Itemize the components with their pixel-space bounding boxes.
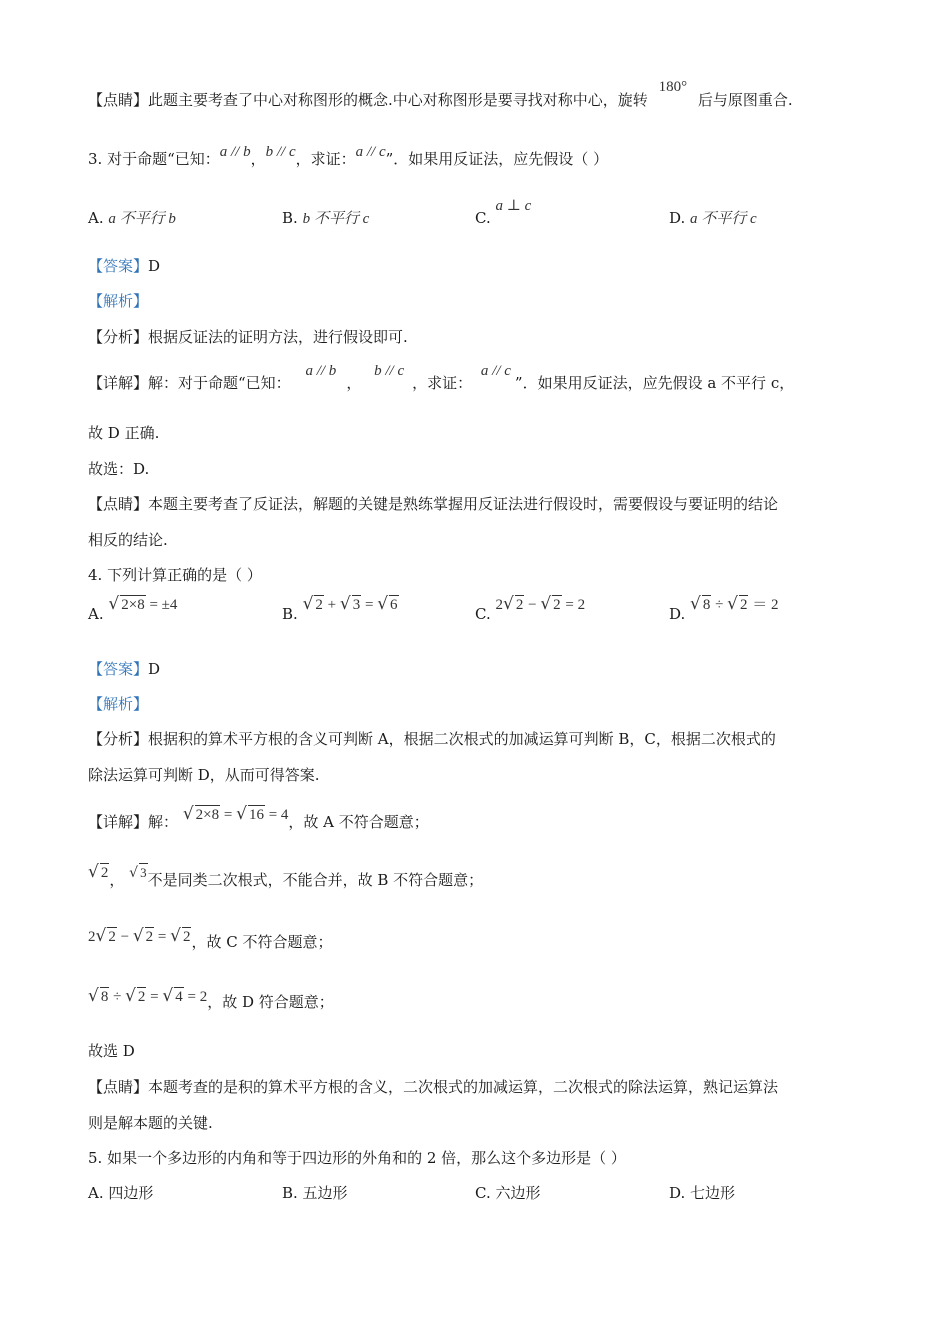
q4-option-b-math: √ 2 + √ 3 = √ 6 xyxy=(302,594,398,614)
q3-stem-a: 3. 对于命题“已知： xyxy=(88,150,220,168)
q4-option-d xyxy=(669,594,779,625)
q4-xj3-minus: − xyxy=(116,929,133,945)
q3-xj-line2: 故 D 正确. xyxy=(88,424,160,442)
q5-option-c: C. 六边形 xyxy=(475,1184,541,1202)
q4-xj2-sep: ， xyxy=(109,871,125,889)
q4-xj-intro: 解： xyxy=(148,813,179,831)
q3-dianjing-tag: 【点睛】 xyxy=(88,495,149,513)
q4-xj3-math: 2√ 2 − √ 2 = √ 2 xyxy=(88,926,191,946)
q3-option-c-label: C. xyxy=(475,209,491,227)
q3-answer-value: D xyxy=(148,257,161,275)
q3-fenxi-tag: 【分析】 xyxy=(88,328,149,346)
q4-xj4-math: √ 8 ÷ √ 2 = √ 4 = 2 xyxy=(88,986,208,1006)
q4-stem: 4. 下列计算正确的是（ ） xyxy=(88,566,262,584)
q4-option-b xyxy=(282,594,399,625)
q4-xj4-radicand-3: 4 xyxy=(175,989,183,1005)
q4-xj1-eq1: = xyxy=(220,807,237,823)
q3-option-a-text: a 不平行 b xyxy=(108,211,176,227)
q4-option-a xyxy=(88,594,178,625)
q4-xj4-radicand-2: 2 xyxy=(137,989,146,1005)
q4-xj1-eq2: = 4 xyxy=(264,807,289,823)
q4-xj4-eq: = xyxy=(146,989,163,1005)
q3-math-a-parallel-c: a // c xyxy=(355,144,386,160)
q4-xj1-radicand-2: 16 xyxy=(248,807,264,823)
q5-option-a: A. 四边形 xyxy=(88,1184,154,1202)
q3-option-d-text: a 不平行 c xyxy=(690,211,757,227)
q5-stem: 5. 如果一个多边形的内角和等于四边形的外角和的 2 倍，那么这个多边形是（ ） xyxy=(88,1149,626,1167)
q4-xj-line2 xyxy=(88,862,484,891)
q4-xj2-math-2: √ 3 xyxy=(129,865,147,881)
q4-xj1-tail: ，故 A 不符合题意； xyxy=(288,813,429,831)
q4-xj3-radicand-3: 2 xyxy=(182,929,191,945)
q4-c-radicand-2: 2 xyxy=(553,597,561,613)
q4-b-eq: = xyxy=(361,597,378,613)
q3-xj-math-1: a // b xyxy=(305,363,337,379)
q3-answer xyxy=(88,256,160,276)
dianjing-text-b: 后与原图重合. xyxy=(697,91,793,109)
dianjing-top-line xyxy=(88,79,793,111)
q4-b-radicand-2: 3 xyxy=(352,597,361,613)
q4-xj2-math-1: √ 2 xyxy=(88,862,109,882)
q4-option-d-label: D. xyxy=(669,605,686,623)
q4-dianjing-text-1: 本题考查的是积的算术平方根的含义，二次根式的加减运算，二次根式的除法运算，熟记运算法 xyxy=(148,1078,779,1096)
q3-option-a-label: A. xyxy=(88,209,104,227)
q3-xj-b: ，求证： xyxy=(412,374,473,392)
q4-option-a-math: √ 2×8 = ±4 xyxy=(108,594,178,614)
q4-xj1-math: √ 2×8 = √ 16 = 4 xyxy=(182,804,289,824)
q3-dianjing-text-1: 本题主要考查了反证法，解题的关键是熟练掌握用反证法进行假设时，需要假设与要证明的结论 xyxy=(148,495,779,513)
dianjing-text-a: 此题主要考查了中心对称图形的概念.中心对称图形是要寻找对称中心，旋转 xyxy=(148,91,648,109)
q4-c-radicand-1: 2 xyxy=(515,597,524,613)
q4-xj-line1 xyxy=(88,804,429,833)
q3-option-d xyxy=(669,208,757,229)
q4-b-radicand-3: 6 xyxy=(390,597,398,613)
q3-option-b xyxy=(282,208,369,229)
q4-xj3-eq: = xyxy=(154,929,171,945)
q4-xj4-rest: = 2 xyxy=(183,989,208,1005)
q4-analysis-tag: 【解析】 xyxy=(88,695,149,713)
q4-d-rest: ＝ 2 xyxy=(748,597,779,613)
q4-xj1-radicand-1: 2×8 xyxy=(195,807,220,823)
q3-option-d-label: D. xyxy=(669,209,686,227)
q3-analysis-tag: 【解析】 xyxy=(88,292,149,310)
q4-xj3-radicand-2: 2 xyxy=(145,929,154,945)
q4-choose: 故选 D xyxy=(88,1042,135,1060)
q5-option-b: B. 五边形 xyxy=(282,1184,348,1202)
q4-xj3-coef: 2 xyxy=(88,929,96,945)
q4-a-radicand: 2×8 xyxy=(121,597,145,613)
q4-option-b-label: B. xyxy=(282,605,298,623)
q4-option-d-math: √ 8 ÷ √ 2 ＝ 2 xyxy=(690,594,779,614)
q3-xj-line3: 故选：D. xyxy=(88,460,150,478)
q4-dianjing-tag: 【点睛】 xyxy=(88,1078,149,1096)
q4-b-plus: + xyxy=(323,597,340,613)
q3-stem xyxy=(88,144,609,170)
q3-math-b-parallel-c: b // c xyxy=(265,144,296,160)
q4-dianjing-1 xyxy=(88,1077,778,1097)
q4-c-minus: − xyxy=(524,597,541,613)
q4-xj-line3 xyxy=(88,926,333,953)
q3-xj-math-3: a // c xyxy=(480,363,511,379)
q3-xj-math-2: b // c xyxy=(374,363,405,379)
q4-xj2-radicand-1: 2 xyxy=(100,865,109,881)
q4-xj3-radicand-1: 2 xyxy=(108,929,116,945)
q3-fenxi-text: 根据反证法的证明方法，进行假设即可. xyxy=(148,328,408,346)
q4-d-div: ÷ xyxy=(711,597,728,613)
q3-xiangjie xyxy=(88,363,795,394)
q4-xj2-radicand-2: 3 xyxy=(140,865,147,880)
q4-xj2-tail: 不是同类二次根式，不能合并，故 B 不符合题意； xyxy=(147,871,484,889)
q4-option-c-math: 2√ 2 − √ 2 = 2 xyxy=(495,594,586,614)
q4-option-c-label: C. xyxy=(475,605,491,623)
q4-d-radicand-1: 8 xyxy=(702,597,711,613)
q4-c-rest: = 2 xyxy=(561,597,586,613)
q3-option-b-text: b 不平行 c xyxy=(302,211,370,227)
q4-d-radicand-2: 2 xyxy=(739,597,748,613)
q3-option-a xyxy=(88,208,176,229)
q3-option-c xyxy=(475,198,532,229)
q4-dianjing-2: 则是解本题的关键. xyxy=(88,1114,213,1132)
math-180-degree: 180° xyxy=(658,79,688,95)
q4-fenxi-1 xyxy=(88,729,776,749)
q5-option-d: D. 七边形 xyxy=(669,1184,736,1202)
q3-xj-sep: ， xyxy=(346,374,362,392)
q3-stem-b: ，求证： xyxy=(295,150,356,168)
q4-xj-line4 xyxy=(88,986,334,1013)
q4-xj4-tail: ，故 D 符合题意； xyxy=(207,993,334,1011)
q4-answer-value: D xyxy=(148,660,161,678)
q4-b-radicand-1: 2 xyxy=(315,597,323,613)
q4-answer xyxy=(88,659,160,679)
q3-option-b-label: B. xyxy=(282,209,298,227)
q4-xj3-tail: ，故 C 不符合题意； xyxy=(191,933,333,951)
q3-fenxi xyxy=(88,327,408,347)
q3-answer-tag: 【答案】 xyxy=(88,257,149,275)
q4-xj4-radicand-1: 8 xyxy=(100,989,109,1005)
dianjing-tag: 【点睛】 xyxy=(88,91,149,109)
q4-fenxi-2: 除法运算可判断 D，从而可得答案. xyxy=(88,766,320,784)
q3-xj-c: ”．如果用反证法，应先假设 a 不平行 c， xyxy=(514,374,795,392)
q4-a-rest: = ±4 xyxy=(145,597,178,613)
q3-sep: ， xyxy=(250,150,266,168)
q3-stem-c: ”．如果用反证法，应先假设（ ） xyxy=(385,150,609,168)
q3-option-c-math: a ⊥ c xyxy=(495,198,532,214)
q3-math-a-parallel-b: a // b xyxy=(219,144,251,160)
q3-dianjing-1 xyxy=(88,494,778,514)
q4-c-coef: 2 xyxy=(495,597,503,613)
q4-fenxi-text-1: 根据积的算术平方根的含义可判断 A，根据二次根式的加减运算可判断 B，C，根据二次根式的 xyxy=(148,730,776,748)
q3-xiangjie-tag: 【详解】 xyxy=(88,374,149,392)
q4-option-c xyxy=(475,594,586,625)
q4-option-a-label: A. xyxy=(88,605,104,623)
q4-answer-tag: 【答案】 xyxy=(88,660,149,678)
q4-xiangjie-tag: 【详解】 xyxy=(88,813,149,831)
q4-xj4-div: ÷ xyxy=(109,989,126,1005)
q3-dianjing-2: 相反的结论. xyxy=(88,531,168,549)
q4-fenxi-tag: 【分析】 xyxy=(88,730,149,748)
q3-xj-a: 解：对于命题“已知： xyxy=(148,374,291,392)
